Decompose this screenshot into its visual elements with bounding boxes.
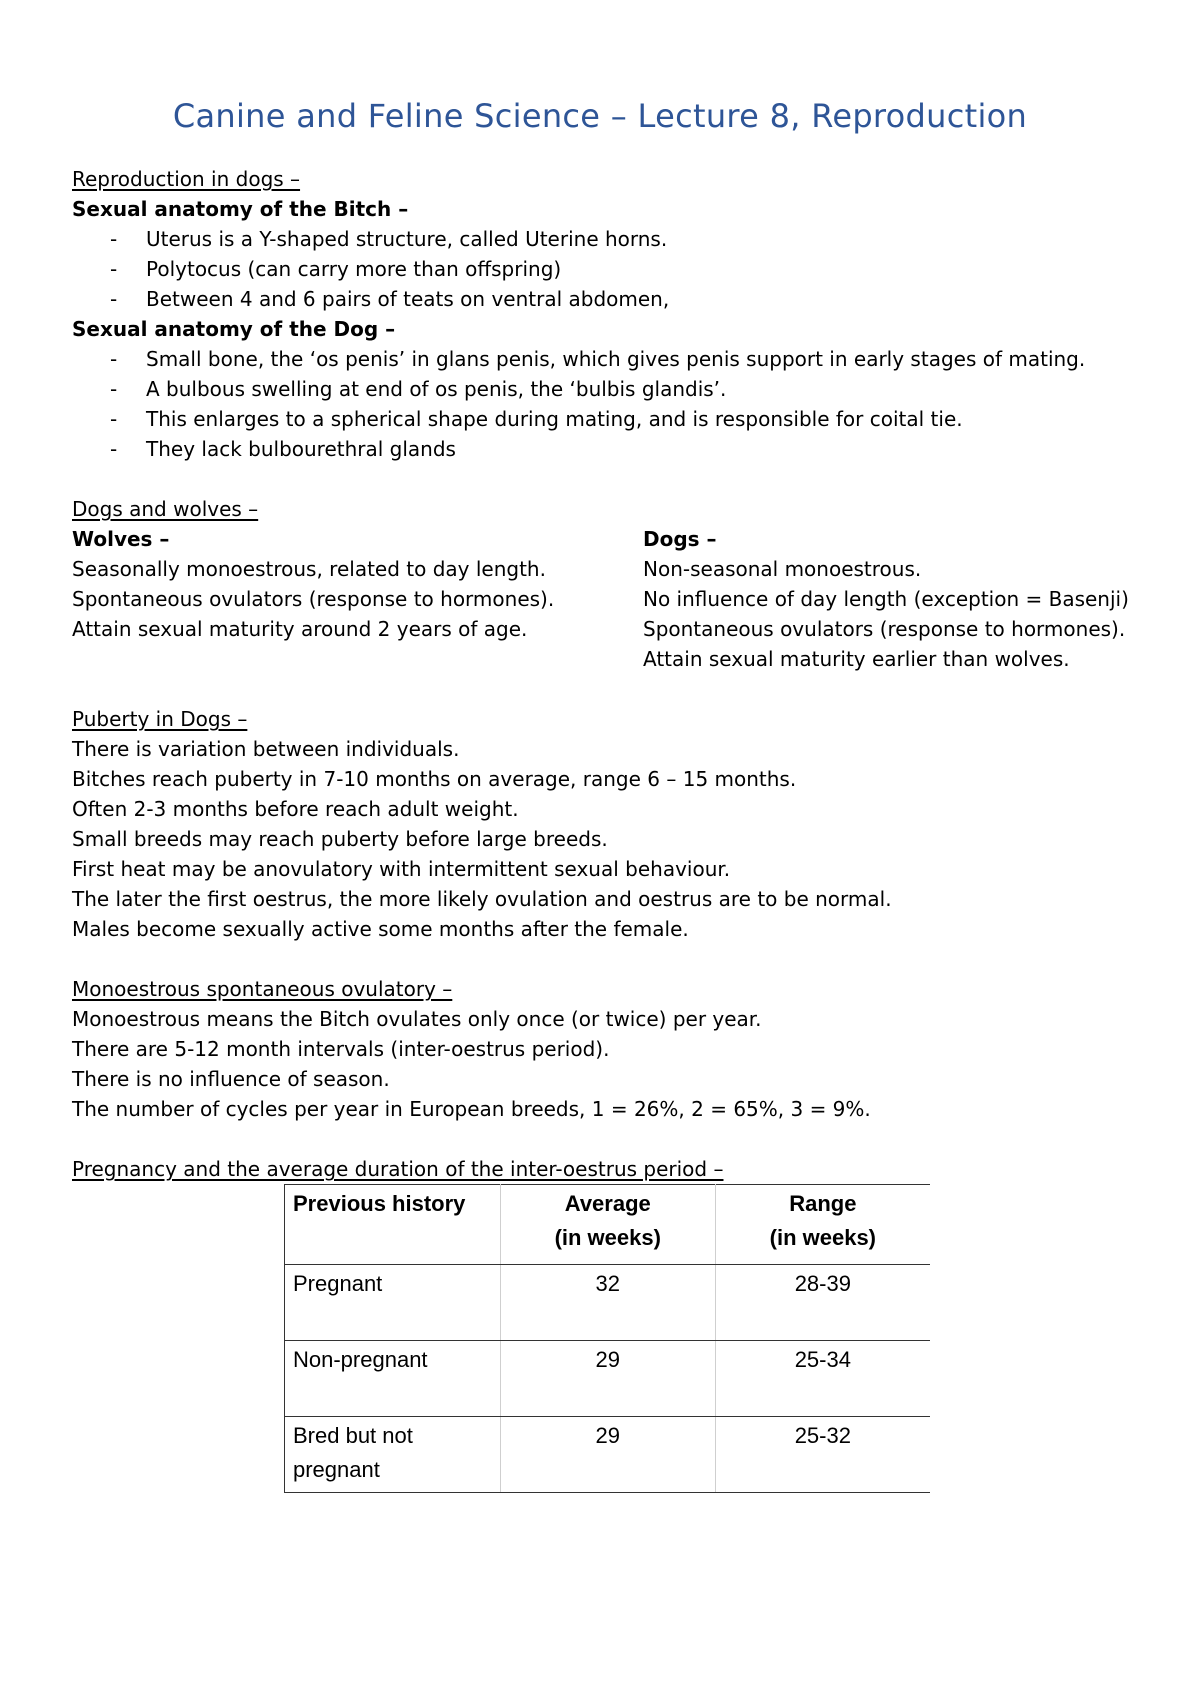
cell-history: Pregnant [285,1265,501,1341]
wolves-line: Spontaneous ovulators (response to hormones). [72,587,555,611]
monoestrous-line: There are 5-12 month intervals (inter-oestrus period). [72,1037,610,1061]
list-item: - Small bone, the ‘os penis’ in glans penis, which gives penis support in early stages of mating. [72,344,1132,374]
monoestrous-line: Monoestrous means the Bitch ovulates only once (or twice) per year. [72,1007,762,1031]
puberty-line: Males become sexually active some months after the female. [72,917,689,941]
list-item: - This enlarges to a spherical shape during mating, and is responsible for coital tie. [72,404,1132,434]
puberty-line: There is variation between individuals. [72,737,460,761]
puberty-line: Bitches reach puberty in 7-10 months on average, range 6 – 15 months. [72,767,797,791]
cell-average: 29 [500,1417,715,1493]
dog-anatomy-list [72,344,1132,464]
spacer [72,674,1132,704]
page-title: Canine and Feline Science – Lecture 8, Reproduction [172,97,1028,135]
subheading-bitch-anatomy: Sexual anatomy of the Bitch – [72,197,409,221]
cell-average: 32 [500,1265,715,1341]
header-average: Average (in weeks) [500,1185,715,1265]
table-row [285,1265,931,1341]
wolves-line: Seasonally monoestrous, related to day length. [72,557,546,581]
list-item: - A bulbous swelling at end of os penis, the ‘bulbis glandis’. [72,374,1132,404]
section-heading-monoestrous: Monoestrous spontaneous ovulatory – [72,977,453,1001]
dogs-line: Non-seasonal monoestrous. [643,557,922,581]
spacer [72,464,1132,494]
puberty-line: First heat may be anovulatory with intermittent sexual behaviour. [72,857,731,881]
comparison-columns [72,524,1132,674]
puberty-line: Small breeds may reach puberty before large breeds. [72,827,608,851]
cell-average: 29 [500,1341,715,1417]
cell-range: 25-32 [715,1417,930,1493]
document-body [72,164,1132,1184]
table-row [285,1417,931,1493]
monoestrous-line: The number of cycles per year in European breeds, 1 = 26%, 2 = 65%, 3 = 9%. [72,1097,871,1121]
header-range: Range (in weeks) [715,1185,930,1265]
dogs-line: Attain sexual maturity earlier than wolves. [643,647,1070,671]
cell-range: 25-34 [715,1341,930,1417]
cell-range: 28-39 [715,1265,930,1341]
list-item: - They lack bulbourethral glands [72,434,1132,464]
section-heading-dogs-wolves: Dogs and wolves – [72,497,259,521]
dogs-heading: Dogs – [643,527,717,551]
inter-oestrus-table [284,1184,930,1493]
wolves-heading: Wolves – [72,527,170,551]
wolves-column [72,524,643,674]
bitch-anatomy-list [72,224,1132,314]
header-previous-history: Previous history [285,1185,501,1265]
section-heading-puberty: Puberty in Dogs – [72,707,248,731]
table-row [285,1341,931,1417]
inter-oestrus-table-wrapper [284,1184,930,1493]
spacer [72,944,1132,974]
table-header-row [285,1185,931,1265]
subheading-dog-anatomy: Sexual anatomy of the Dog – [72,317,396,341]
section-heading-pregnancy: Pregnancy and the average duration of the inter-oestrus period – [72,1157,724,1181]
section-heading-reproduction: Reproduction in dogs – [72,167,301,191]
monoestrous-line: There is no influence of season. [72,1067,390,1091]
puberty-line: The later the first oestrus, the more likely ovulation and oestrus are to be normal. [72,887,892,911]
cell-history: Bred but not pregnant [285,1417,501,1493]
dogs-line: No influence of day length (exception = Basenji) [643,587,1129,611]
puberty-line: Often 2-3 months before reach adult weight. [72,797,519,821]
list-item: - Uterus is a Y-shaped structure, called Uterine horns. [72,224,1132,254]
cell-history: Non-pregnant [285,1341,501,1417]
dogs-line: Spontaneous ovulators (response to hormones). [643,617,1126,641]
spacer [72,1124,1132,1154]
list-item: - Polytocus (can carry more than offspring) [72,254,1132,284]
list-item: - Between 4 and 6 pairs of teats on ventral abdomen, [72,284,1132,314]
wolves-line: Attain sexual maturity around 2 years of age. [72,617,528,641]
dogs-column [643,524,1132,674]
